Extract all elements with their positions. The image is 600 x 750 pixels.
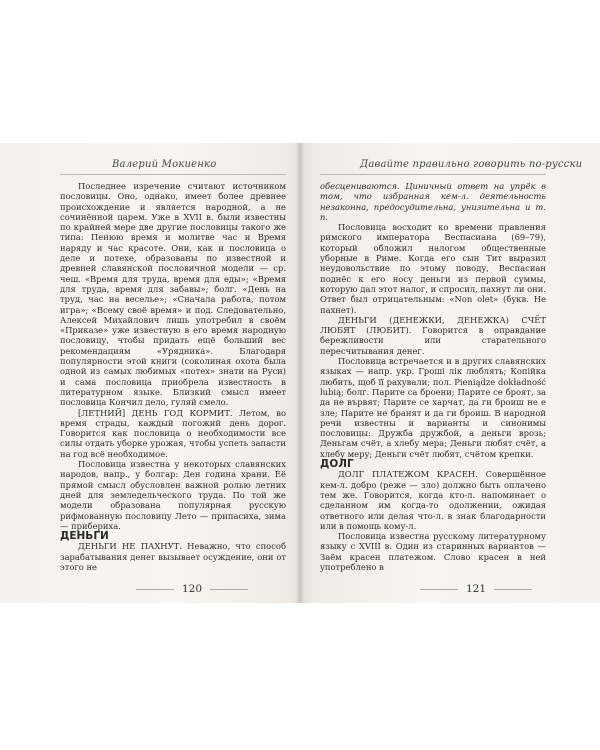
left-page-text <box>60 181 286 572</box>
right-folio <box>412 583 540 595</box>
right-page <box>300 143 600 603</box>
right-running-head: Давайте правильно говорить по-русски <box>360 159 583 170</box>
folio-rule <box>210 589 248 590</box>
paragraph: Пословица известна у некоторых славянских народов, напр., у болгар: Ден година храни. Её прямой смысл обусловлен важной ролью летних дней для земледельческого труда. По той же модели образована популярная русскую рифмованную пословицу Лето — припасиха, зима — прибериха. <box>60 459 286 531</box>
section-heading: ДОЛГ <box>320 458 354 471</box>
paragraph: ДЕНЬГИ НЕ ПАХНУТ. Неважно, что способ зарабатывания денег вызывает осуждение, они от этого не <box>60 541 286 572</box>
paragraph: Пословица восходит ко времени правления римского императора Веспасиана (69–79), который обложил налогом общественные уборные в Риме. Когда его сын Тит выразил неудовольствие по этому поводу, Веспасиан поднёс к его носу деньги из первой суммы, которую дал этот налог, и спросил, пахнут ли они. Ответ был отрицательным: «Non olet» (букв. Не пахнет). <box>320 222 547 315</box>
right-head-rule <box>320 174 546 175</box>
folio-rule <box>420 589 458 590</box>
paragraph: Пословица известна русскому литературному языку с XVIII в. Один из старинных вариантов — Заём красен платежом. Слово красен в ней употреблено в <box>320 531 546 572</box>
page-number: 121 <box>466 583 487 595</box>
left-folio <box>128 583 256 595</box>
paragraph: ДОЛГ ПЛАТЕЖОМ КРАСЕН. Совершённое кем-л. добро (реже — зло) должно быть оплачено тем же. Говорится, когда кто-л. напоминает о сделанном им когда-то одолжении, ожидая ответного или делая что-л. в знак благодарности или в помощь кому-л. <box>320 469 546 531</box>
page-number: 120 <box>182 583 203 595</box>
book-spine <box>296 143 304 603</box>
paragraph: [ЛЕТНИЙ] ДЕНЬ ГОД КОРМИТ. Летом, во время страды, каждый погожий день дорог. Говорится как пословица о необходимости все силы отдать уборке урожая, чтобы успеть запасти на год всё необходимое. <box>60 407 286 459</box>
book-spread <box>0 143 600 603</box>
folio-rule <box>136 589 174 590</box>
paragraph: обесцениваются. Циничный ответ на упрёк в том, что избранная кем-л. деятельность незаконна, предосудительна, унизительна и т. п. <box>320 181 546 222</box>
paragraph: Последнее изречение считают источником пословицы. Оно, однако, имеет более древнее происхождение и является народной, а не сочинённой царем. Уже в XVII в. были известны по крайней мере две другие пословицы такого же типа: Пенюю время и молитве час и Время наряду и час красоте. Они, как и пословица о деле и потехе, образованы по известной и древней славянской пословичной модели — ср. чеш. «Время для труда, время для еды»; «Время для труда, время для забавы»; болг. «День на труд, час на веселье»; «Сначала работа, потом игра»; «Всему своё время» и под. Следовательно, Алексей Михайлович лишь употребил в своём «Приказе» уже известную в его время народную пословицу, чтобы придать ещё больший вес рекомендациям «Урядника». Благодаря популярности этой книги (соколиная охота была одной из самых любимых «потех» знати на Руси) и сама пословица приобрела известность в литературном языке. Близкий смысл имеет пословица Кончил дело, гуляй смело. <box>60 181 286 408</box>
folio-rule <box>494 589 532 590</box>
left-running-head: Валерий Мокиенко <box>112 159 217 170</box>
section-heading: ДЕНЬГИ <box>60 530 109 543</box>
paragraph: Пословица встречается и в других славянских языках — напр. укр. Гроші лік люблять; Копійка любить, щоб її рахували; пол. Pieniądze dokładność lubią; болг. Парите са броени; Парите се броят, за да не вървят; Парите се харчат, да ги броиш не е зле; Парите не бранят и да ги броиш. В народной речи известны и варианты и синонимы пословицы: Дружба дружбой, а деньги врозь; Деньгам счёт, а хлебу мера; Деньги любят счёт, а хлебу меру; Деньги счёт любят, счётом крепки. <box>320 356 546 459</box>
left-page <box>0 143 300 603</box>
paragraph: ДЕНЬГИ (ДЕНЕЖКИ, ДЕНЕЖКА) СЧЁТ ЛЮБЯТ (ЛЮБИТ). Говорится в оправдание бережливости или старательного пересчитывания денег. <box>320 314 546 356</box>
right-page-text <box>320 181 546 572</box>
left-head-rule <box>60 174 286 175</box>
